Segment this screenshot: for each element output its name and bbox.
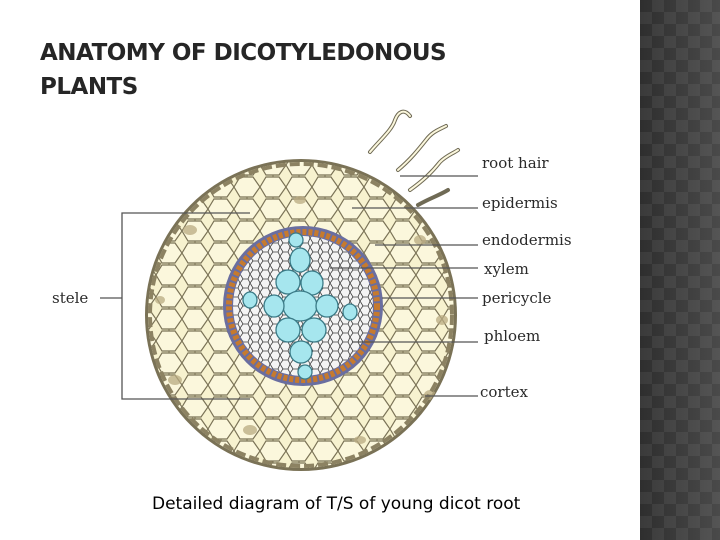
label-stele: stele: [52, 289, 89, 307]
title-line-1: ANATOMY OF DICOTYLEDONOUS: [40, 40, 447, 66]
label-pericycle: pericycle: [482, 289, 552, 307]
decorative-side-panel: [640, 0, 720, 540]
label-cortex: cortex: [480, 383, 528, 401]
label-endodermis: endodermis: [482, 231, 572, 249]
root-cross-section-diagram: [40, 105, 600, 485]
label-xylem: xylem: [484, 260, 529, 278]
label-root-hair: root hair: [482, 154, 549, 172]
diagram-caption: Detailed diagram of T/S of young dicot root: [152, 494, 521, 514]
label-phloem: phloem: [484, 327, 541, 345]
title-line-2: PLANTS: [40, 74, 138, 100]
slide-title: [40, 36, 560, 104]
label-epidermis: epidermis: [482, 194, 558, 212]
